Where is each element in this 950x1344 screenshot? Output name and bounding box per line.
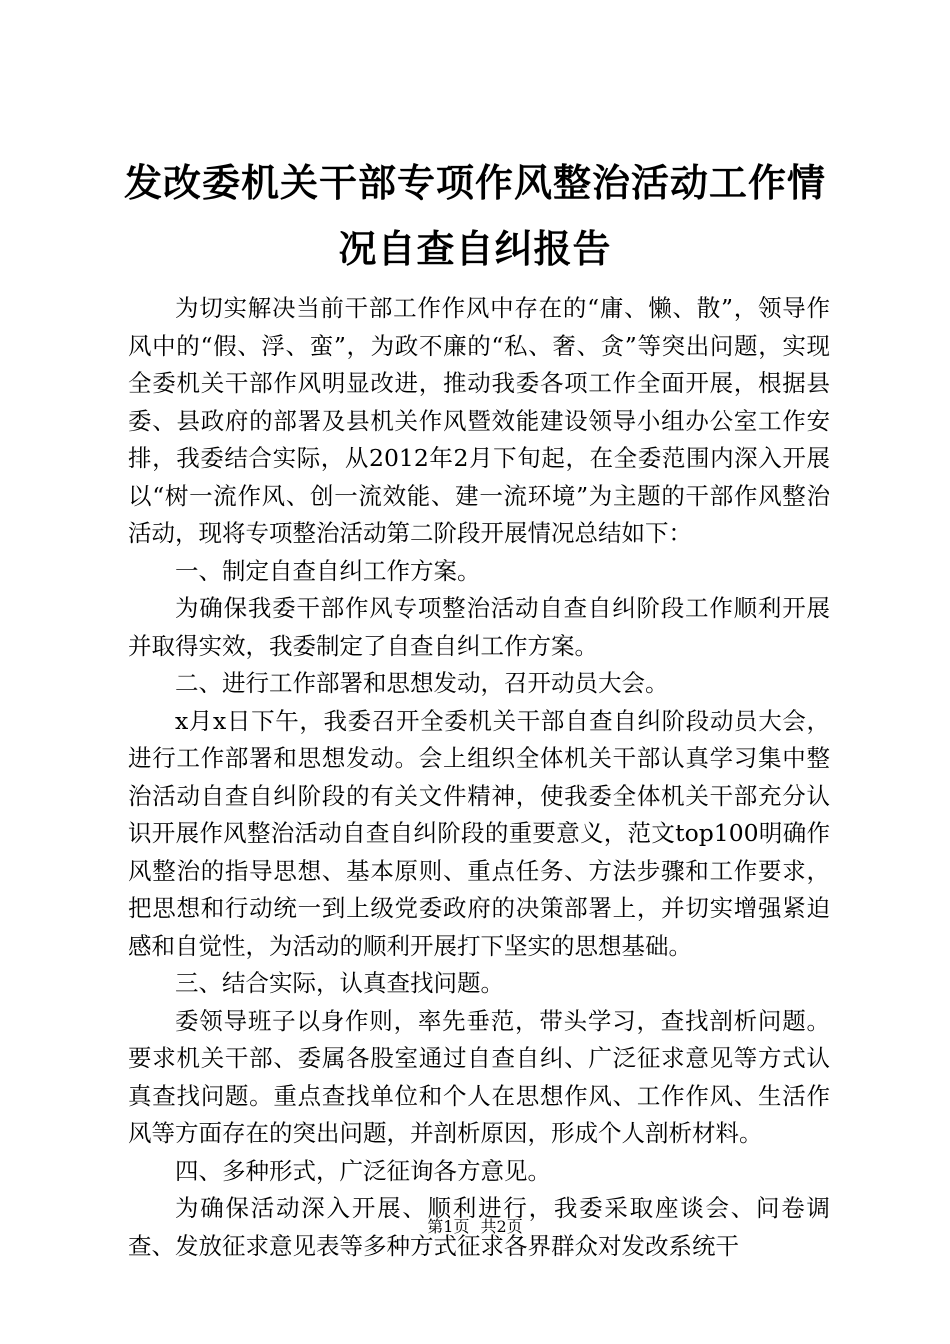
heading-section-4: 四、多种形式，广泛征询各方意见。	[175, 1156, 551, 1185]
page-footer	[0, 1216, 950, 1238]
document-title: 发改委机关干部专项作风整治活动工作情况自查自纠报告	[123, 161, 826, 271]
heading-section-1: 一、制定自查自纠工作方案。	[175, 556, 481, 585]
paragraph-section-1: 为确保我委干部作风专项整治活动自查自纠阶段工作顺利开展并取得实效，我委制定了自查自纠工作方案。	[128, 594, 830, 660]
heading-section-2: 二、进行工作部署和思想发动，召开动员大会。	[175, 669, 669, 697]
paragraph-section-3: 委领导班子以身作则，率先垂范，带头学习，查找剖析问题。要求机关干部、委属各股室通过自查自纠、广泛征求意见等方式认真查找问题。重点查找单位和个人在思想作风、工作作风、生活作风等方面存在的突出问题，并剖析原因，形成个人剖析材料。	[128, 1006, 830, 1147]
paragraph-intro: 为切实解决当前干部工作作风中存在的“庸、懒、散”，领导作风中的“假、浮、蛮”，为政不廉的“私、奢、贪”等突出问题，实现全委机关干部作风明显改进，推动我委各项工作全面开展，根据县委、县政府的部署及县机关作风暨效能建设领导小组办公室工作安排，我委结合实际，从2012年2月下旬起，在全委范围内深入开展以“树一流作风、创一流效能、建一流环境”为主题的干部作风整治活动，现将专项整治活动第二阶段开展情况总结如下：	[128, 294, 830, 547]
page-total: 共2页	[480, 1217, 523, 1236]
page-number: 第1页	[427, 1217, 470, 1236]
paragraph-section-4: 为确保活动深入开展、顺利进行，我委采取座谈会、问卷调查、发放征求意见表等多种方式征求各界群众对发改系统干	[128, 1194, 830, 1260]
heading-section-3: 三、结合实际，认真查找问题。	[175, 969, 504, 997]
paragraph-section-2: x月x日下午，我委召开全委机关干部自查自纠阶段动员大会，进行工作部署和思想发动。会上组织全体机关干部认真学习集中整治活动自查自纠阶段的有关文件精神，使我委全体机关干部充分认识开展作风整治活动自查自纠阶段的重要意义，范文top100明确作风整治的指导思想、基本原则、重点任务、方法步骤和工作要求，把思想和行动统一到上级党委政府的决策部署上，并切实增强紧迫感和自觉性，为活动的顺利开展打下坚实的思想基础。	[128, 706, 830, 960]
document-body	[128, 290, 830, 1265]
